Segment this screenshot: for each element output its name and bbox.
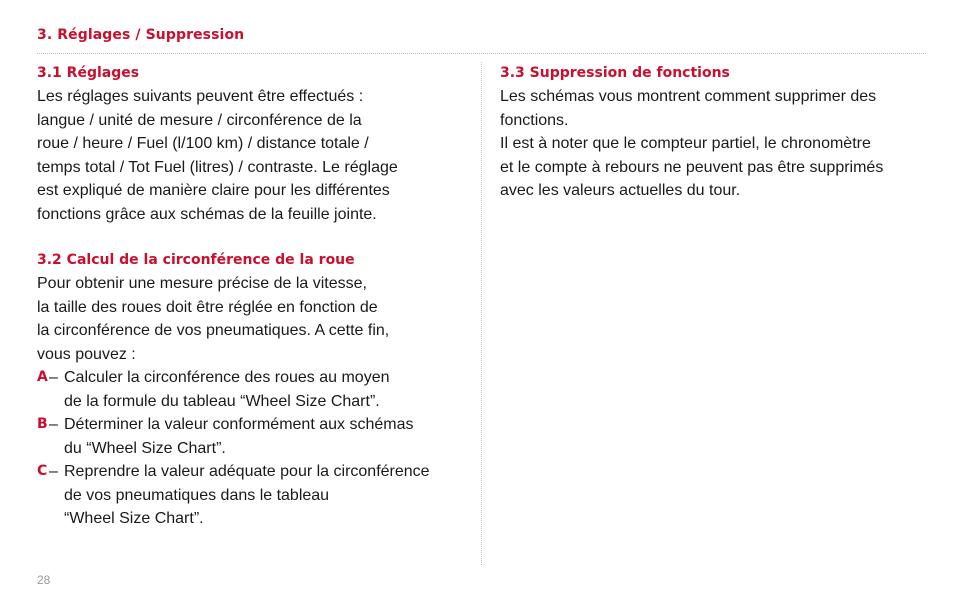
option-letter: C [37, 463, 48, 479]
section-3-3-heading: 3.3 Suppression de fonctions [500, 65, 730, 81]
option-a [37, 366, 467, 413]
option-c [37, 460, 467, 531]
section-3-2-heading: 3.2 Calcul de la circonférence de la roue [37, 252, 355, 268]
option-b [37, 413, 467, 460]
option-dash: – [49, 416, 58, 433]
section-3-1 [37, 62, 467, 226]
option-line: “Wheel Size Chart”. [64, 510, 204, 527]
section-3-3-line: fonctions. [500, 111, 569, 129]
top-divider [37, 53, 926, 54]
option-dash: – [49, 369, 58, 386]
section-3-3 [500, 62, 930, 203]
option-line: de la formule du tableau “Wheel Size Chart”. [64, 392, 380, 410]
right-column [500, 62, 930, 203]
option-line: Reprendre la valeur adéquate pour la circonférence [64, 463, 430, 480]
section-3-2-line: la circonférence de vos pneumatiques. A cette fin, [37, 322, 390, 339]
section-3-1-line: fonctions grâce aux schémas de la feuille jointe. [37, 205, 377, 223]
options-list [37, 366, 467, 531]
section-3-1-line: est expliqué de manière claire pour les différentes [37, 182, 390, 199]
section-3-1-line: roue / heure / Fuel (l/100 km) / distance totale / [37, 135, 369, 152]
left-column [37, 62, 467, 531]
option-line: Calculer la circonférence des roues au moyen [64, 369, 390, 386]
section-3-2-line: vous pouvez : [37, 345, 136, 363]
option-line: du “Wheel Size Chart”. [64, 439, 226, 457]
section-3-2-line: Pour obtenir une mesure précise de la vitesse, [37, 275, 367, 292]
section-3-3-line: et le compte à rebours ne peuvent pas être supprimés [500, 158, 884, 176]
section-3-1-line: langue / unité de mesure / circonférence de la [37, 111, 362, 129]
option-dash: – [49, 463, 58, 480]
option-line: Déterminer la valeur conformément aux schémas [64, 416, 414, 433]
section-3-1-line: Les réglages suivants peuvent être effectués : [37, 88, 364, 105]
spacer [37, 226, 467, 249]
option-letter: B [37, 416, 48, 432]
section-3-1-line: temps total / Tot Fuel (litres) / contraste. Le réglage [37, 158, 398, 176]
section-title: 3. Réglages / Suppression [37, 27, 245, 43]
column-divider [481, 62, 482, 565]
section-3-2-line: la taille des roues doit être réglée en fonction de [37, 298, 378, 316]
section-3-1-heading: 3.1 Réglages [37, 65, 140, 81]
page-number: 28 [37, 573, 51, 587]
section-3-3-line: Il est à noter que le compteur partiel, le chronomètre [500, 135, 871, 152]
option-line: de vos pneumatiques dans le tableau [64, 486, 330, 504]
option-letter: A [37, 369, 48, 385]
section-3-3-line: Les schémas vous montrent comment supprimer des [500, 88, 877, 105]
section-3-3-line: avec les valeurs actuelles du tour. [500, 182, 741, 199]
section-3-2 [37, 249, 467, 531]
